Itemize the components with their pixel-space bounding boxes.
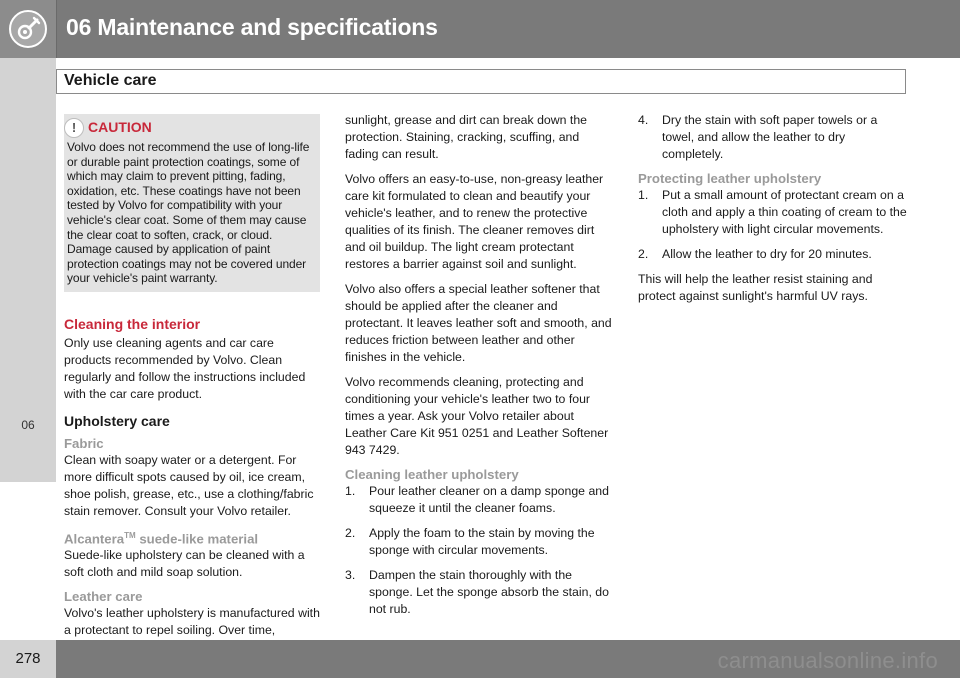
paragraph: Volvo offers an easy-to-use, non-greasy leather care kit formulated to clean and beautify your vehicle's leather, and to renew the protective qualities of its finish. The cleaner removes dirt and oil buildup. The light cream protectant restores a barrier against soil and sunlight. bbox=[345, 172, 604, 271]
leather-care-heading: Leather care bbox=[64, 589, 143, 605]
watermark: carmanualsonline.info bbox=[717, 648, 938, 673]
column-1 bbox=[64, 114, 320, 647]
wrench-gear-icon bbox=[8, 9, 48, 49]
list-item bbox=[638, 187, 908, 238]
step-number: 3. bbox=[345, 568, 356, 582]
step-text: Pour leather cleaner on a damp sponge and squeeze it until the cleaner foams. bbox=[369, 484, 609, 515]
step-number: 2. bbox=[638, 247, 649, 261]
leather-care-text: Volvo's leather upholstery is manufactured with a protectant to repel soiling. Over time, bbox=[64, 606, 320, 638]
chapter-title: 06 Maintenance and specifications bbox=[66, 14, 438, 40]
step-number: 2. bbox=[345, 526, 356, 540]
caution-box bbox=[64, 114, 320, 292]
cleaning-steps-list bbox=[345, 483, 613, 618]
paragraph: Volvo recommends cleaning, protecting and conditioning your vehicle's leather two to four times a year. Ask your Volvo retailer about Leather Care Kit 951 0251 and Leather Softener 943 7429. bbox=[345, 375, 609, 457]
paragraph: sunlight, grease and dirt can break down the protection. Staining, cracking, scuffing, and fading can result. bbox=[345, 113, 587, 161]
chapter-side-tab-label: 06 bbox=[21, 418, 35, 432]
caution-label: CAUTION bbox=[88, 119, 152, 135]
step-text: Allow the leather to dry for 20 minutes. bbox=[662, 247, 872, 261]
cleaning-interior-heading: Cleaning the interior bbox=[64, 315, 201, 332]
page-number: 278 bbox=[15, 650, 41, 667]
step-text: Dry the stain with soft paper towels or a towel, and allow the leather to dry completely. bbox=[662, 113, 878, 161]
list-item bbox=[638, 246, 908, 263]
trademark-mark: TM bbox=[124, 530, 136, 540]
section-bar bbox=[56, 69, 906, 94]
list-item bbox=[345, 483, 613, 517]
list-item bbox=[345, 567, 613, 618]
step-text: Apply the foam to the stain by moving the sponge with circular movements. bbox=[369, 526, 595, 557]
cleaning-leather-heading: Cleaning leather upholstery bbox=[345, 467, 519, 482]
step-number: 1. bbox=[345, 484, 356, 498]
alcantara-text: Suede-like upholstery can be cleaned with a soft cloth and mild soap solution. bbox=[64, 548, 305, 580]
column-3 bbox=[638, 112, 908, 313]
step-text: Put a small amount of protectant cream on a cloth and apply a thin coating of cream to the upholstery with light circular movements. bbox=[662, 188, 907, 236]
step-number: 4. bbox=[638, 113, 649, 127]
chapter-icon-box bbox=[0, 0, 57, 58]
paragraph: Volvo also offers a special leather softener that should be applied after the cleaner and protectant. It leaves leather soft and smooth, and reduces friction between leather and other finishes in the vehicle. bbox=[345, 282, 612, 364]
column-2 bbox=[345, 112, 613, 626]
cleaning-interior-text: Only use cleaning agents and car care products recommended by Volvo. Clean regularly and follow the instructions included with the car care product. bbox=[64, 335, 306, 401]
exclamation-icon: ! bbox=[64, 118, 84, 138]
closing-text: This will help the leather resist staining and protect against sunlight's harmful UV rays. bbox=[638, 272, 873, 303]
section-title: Vehicle care bbox=[64, 72, 157, 89]
fabric-heading: Fabric bbox=[64, 435, 104, 451]
protecting-leather-heading: Protecting leather upholstery bbox=[638, 171, 822, 186]
alcantara-heading-main: Alcantera bbox=[64, 531, 125, 547]
upholstery-care-heading: Upholstery care bbox=[64, 412, 170, 429]
caution-text: Volvo does not recommend the use of long-life or durable paint protection coatings, some of which may claim to prevent pitting, fading, oxidation, etc. These coatings have not been tested by Volvo for compatibility with your vehicle's clear coat. Some of them may cause the clear coat to soften, crack, or cloud. Damage caused by application of paint protection coatings may not be covered under your vehicle's paint warranty. bbox=[67, 140, 310, 286]
fabric-text: Clean with soapy water or a detergent. For more difficult spots caused by oil, ice cream, shoe polish, grease, etc., use a clothing/fabric stain remover. Consult your Volvo retailer. bbox=[64, 452, 314, 518]
cleaning-steps-continued bbox=[638, 112, 908, 163]
list-item bbox=[345, 525, 613, 559]
alcantara-heading bbox=[64, 528, 320, 547]
step-number: 1. bbox=[638, 188, 649, 202]
protecting-steps-list bbox=[638, 187, 908, 263]
alcantara-heading-rest: suede-like material bbox=[135, 531, 259, 547]
step-text: Dampen the stain thoroughly with the sponge. Let the sponge absorb the stain, do not rub. bbox=[369, 568, 609, 616]
caution-header bbox=[64, 114, 320, 140]
list-item bbox=[638, 112, 908, 163]
